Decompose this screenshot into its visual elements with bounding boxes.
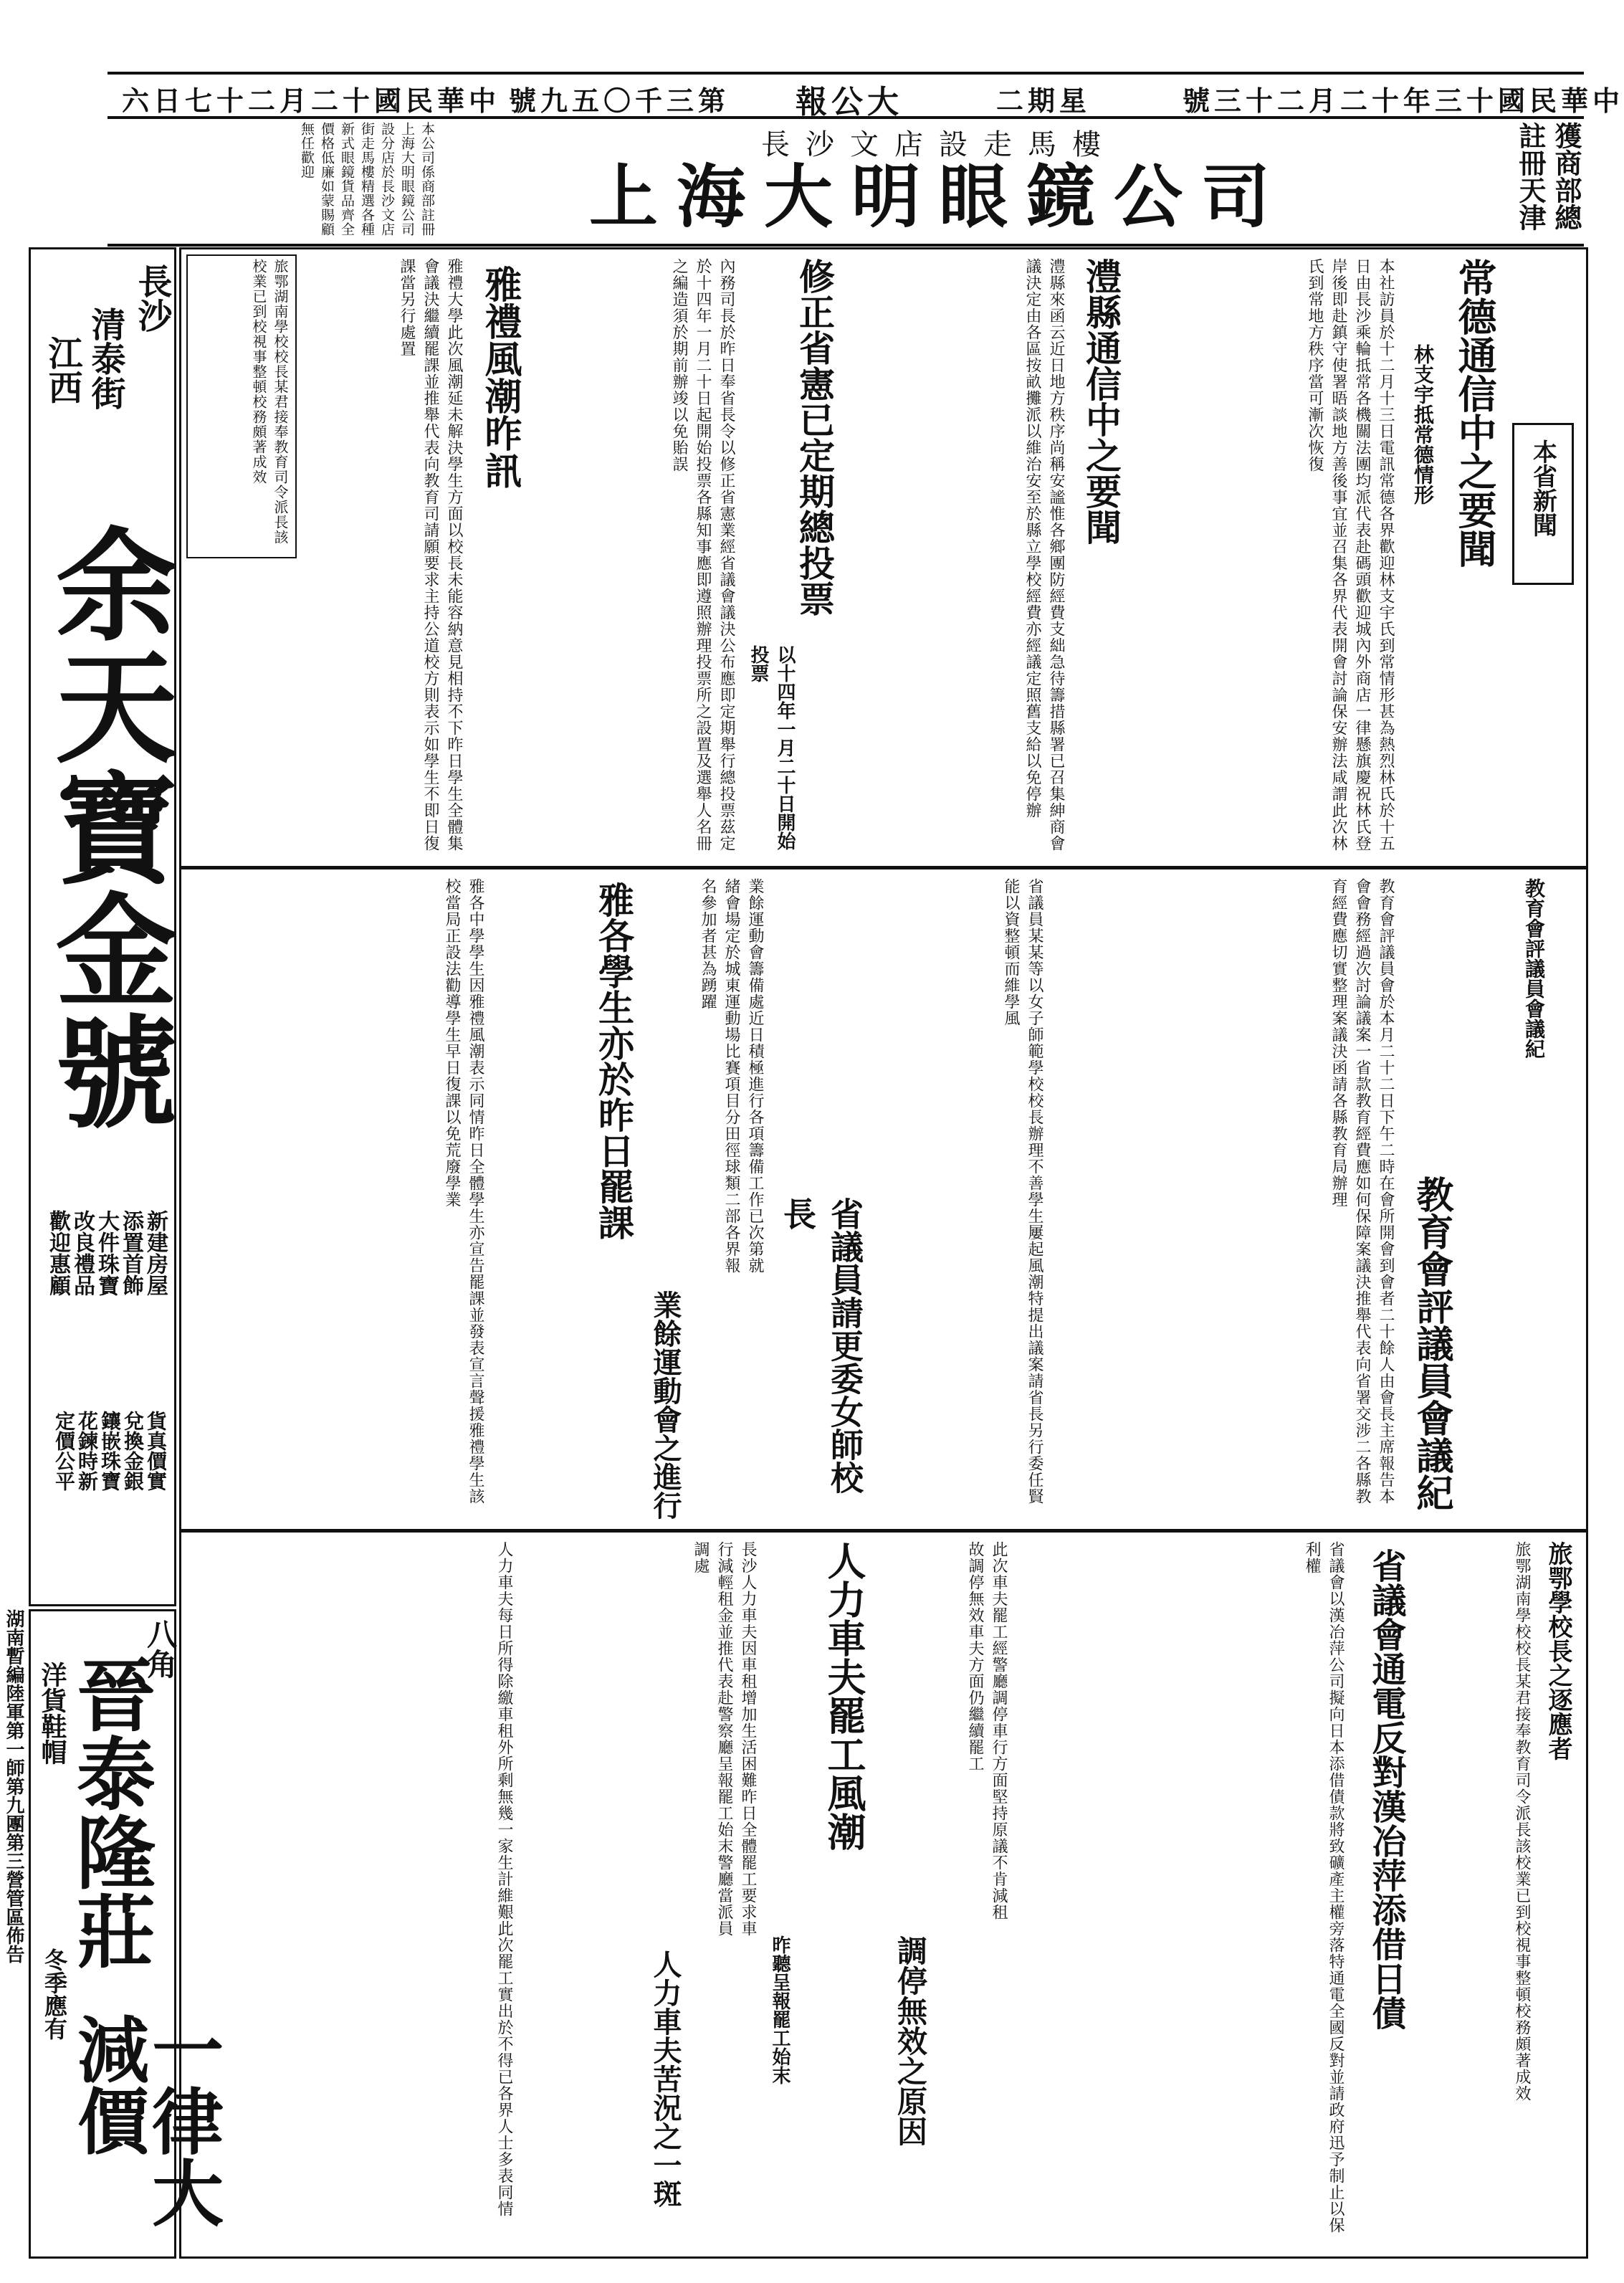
article-principal: 旅鄂湖南學校校長某君接奉教育司令派長該校業已到校視事整頓校務頗著成效	[1513, 1541, 1531, 2102]
headline-school-meeting: 教育會評議員會議紀	[1522, 878, 1546, 1059]
top-ad-side-2: 商部總	[1550, 149, 1582, 231]
left-ad-place-1: 長沙	[132, 264, 172, 333]
top-ad-subtitle: 長沙文店設走馬樓	[761, 128, 1117, 161]
masthead-issue-no: 號九五〇千三第	[509, 85, 730, 117]
left-ad-features	[38, 1411, 167, 1590]
boxed-notice	[186, 254, 297, 558]
left-ad-service-2: 添置首飾	[118, 1210, 143, 1296]
article-sports-meet: 業餘運動會籌備處近日積極進行各項籌備工作已次第就緒會場定於城東運動場比賽項目分田徑球類二部各界報名參加者甚為踴躍	[699, 878, 764, 1274]
article-constitution-vote: 內務司長於昨日奉省長令以修正省憲業經省議會議決公布應即定期舉行總投票茲定於十四年一月二十日起開始投票各縣知事應即遵照辦理投票所之設置及選舉人名冊之編造須於期前辦竣以免貽誤	[670, 258, 735, 852]
article-mediation: 此次車夫罷工經警廳調停車行方面堅持原議不肯減租故調停無效車夫方面仍繼續罷工	[966, 1541, 1008, 1920]
headline-lixian: 澧縣通信中之要聞	[1080, 258, 1122, 545]
top-ad-notice: 本公司係商部註冊上海大明眼鏡公司設分店於長沙文店街走馬樓精選各種新式眼鏡貨品齊全價格低廉如蒙賜顧無任歡迎	[299, 122, 435, 237]
left-ad-shop-name: 晉泰隆莊	[64, 1654, 156, 1970]
left-ad-services	[38, 1210, 167, 1396]
top-ad-side-4: 天津	[1514, 176, 1547, 231]
headline-hanyeping: 省議會通電反對漢冶萍添借日債	[1366, 1548, 1406, 2030]
left-ad-slogan: 一律大減價	[65, 2013, 224, 2228]
article-hanyeping: 省議會以漢冶萍公司擬向日本添借債款將致礦產主權旁落特通電全國反對並請政府迅予制止以保利權	[1303, 1541, 1344, 2234]
left-ad-service-4: 改良禮品	[70, 1210, 95, 1296]
left-ad-feature-5: 定價公平	[52, 1411, 76, 1491]
masthead-strip	[108, 72, 1624, 120]
masthead-weekday: 二期星	[996, 85, 1092, 117]
top-ad-title: 上海大明眼鏡公司	[589, 156, 1289, 237]
headline-changde-sub: 林支宇抵常德情形	[1411, 344, 1435, 505]
left-ad-goods	[38, 1662, 67, 1765]
provincial-news-label	[1512, 423, 1574, 585]
headline-rickshaw-strike: 人力車夫罷工風潮	[821, 1541, 867, 1851]
left-ad-feature-3: 鑲嵌珠寶	[98, 1411, 122, 1491]
headline-sports-meet: 業餘運動會之進行	[649, 1290, 682, 1520]
headline-yali-unrest: 雅禮風潮昨訊	[478, 265, 522, 489]
left-ad-brand: 余天寶金號	[34, 522, 178, 1131]
article-rickshaw-hardship: 人力車夫每日所得除繳車租外所剩無幾一家生計維艱此次罷工實出於不得已各界人士多表同情	[495, 1541, 513, 2217]
left-ad-service-3: 大件珠寶	[94, 1210, 119, 1296]
left-ad-service-1: 新建房屋	[143, 1210, 168, 1296]
top-ad-side-3: 註冊	[1514, 122, 1547, 176]
headline-rickshaw-hardship: 人力車夫苦況之一斑	[649, 1950, 682, 2208]
boxed-notice-text: 旅鄂湖南學校校長某君接奉教育司令派長該校業已到校視事整頓校務頗著成效	[250, 259, 289, 545]
left-ad-feature-1: 貨真價實	[144, 1411, 168, 1491]
article-yage-strike: 雅各中學學生因雅禮風潮表示同情昨日全體學生亦宣告罷課並發表宣言聲援雅禮學生該校當局正設法勸導學生早日復課以免荒廢學業	[443, 878, 484, 1505]
headline-principal: 旅鄂學校長之逐應者	[1544, 1541, 1572, 1760]
left-stamp-notice: 湖南暫編陸軍第一師第九團第三營管區佈告	[3, 1609, 24, 1963]
article-changde: 本社訪員於十二月十三日電訊常德各界歡迎林支宇氏到常情形甚為熱烈林氏於十五日由長沙乘輪抵常各機關法團均派代表赴碼頭歡迎城內外商店一律懸旗慶祝林氏登岸後即赴鎮守使署晤談地方善後事宜並召集各界代表開會討論保安辦法咸謂此次林氏到常地方秩序當可漸次恢復	[1306, 258, 1395, 852]
article-education-council: 教育會評議員會於本月二十二日下午二時在會所開會到會者二十餘人由會長主席報告本會會務經過次討論議案一省款教育經費應如何保障案議決推舉代表向省署交涉二各縣教育經費應切實整理案議決函請各縣教育局辦理	[1329, 878, 1395, 1505]
top-ad-side-1: 獲	[1550, 122, 1582, 149]
article-female-normal: 省議員某某等以女子師範學校校長辦理不善學生屢起風潮特提出議案請省長另行委任賢能以資整頓而維學風	[1002, 878, 1043, 1505]
left-ad-good-1: 洋貨	[37, 1662, 67, 1713]
article-rickshaw-strike: 長沙人力車夫因車租增加生活困難昨日全體罷工要求車行減輕租金並推代表赴警察廳呈報罷工始末警廳當派員調處	[692, 1541, 757, 1937]
left-ad-feature-4: 花鍊時新	[75, 1411, 99, 1491]
headline-changde: 常德通信中之要聞	[1452, 258, 1498, 568]
top-ad-side-label	[1441, 122, 1584, 240]
article-lixian: 澧縣來函云近日地方秩序尚稱安謐惟各鄉團防經費支絀急待籌措縣署已召集紳商會議決定由各區按畝攤派以維治安至於縣立學校經費亦經議定照舊支給以免停辦	[1023, 258, 1065, 852]
headline-constitution-vote: 修正省憲已定期總投票	[793, 258, 836, 616]
top-advertisement	[444, 122, 1433, 237]
headline-mediation: 調停無效之原因	[893, 1935, 928, 2146]
masthead-date-left: 六日七十二月二十國民華中	[122, 85, 501, 117]
left-ad-feature-2: 兌換金銀	[121, 1411, 145, 1491]
masthead-paper-name: 報公大	[796, 84, 903, 120]
left-ad-jeweler	[29, 247, 176, 1606]
left-ad-service-5: 歡迎惠顧	[45, 1210, 70, 1296]
left-ad-shop	[29, 1609, 224, 2259]
masthead-date-right: 號三十二月二十年三十國民華中	[1183, 85, 1624, 117]
left-ad-good-2: 鞋帽	[37, 1713, 67, 1765]
article-yali-unrest: 雅禮大學此次風潮延未解決學生方面以校長未能容納意見相持不下昨日學生全體集會議決繼續罷課並推舉代表向教育司請願要求主持公道校方則表示如學生不即日復課當另行處置	[398, 258, 463, 852]
left-ad-season: 冬季應有	[41, 1948, 68, 2040]
provincial-news-label-text: 本省新聞	[1528, 439, 1557, 537]
left-ad-place-2: 清泰街	[85, 307, 125, 410]
header-divider	[108, 244, 1584, 247]
headline-female-normal: 省議員請更委女師校長	[778, 1197, 864, 1494]
left-ad-place-3: 江西	[42, 335, 82, 404]
headline-rickshaw-strike-sub: 昨聽呈報罷工始末	[769, 1935, 790, 2084]
headline-constitution-vote-sub: 以十四年一月二十日開始投票	[747, 645, 796, 850]
headline-yage-strike: 雅各學生亦於昨日罷課	[593, 882, 635, 1240]
left-ad-price-tag: 八角	[143, 1619, 178, 1679]
headline-education-council: 教育會評議員會議紀	[1410, 1176, 1453, 1511]
